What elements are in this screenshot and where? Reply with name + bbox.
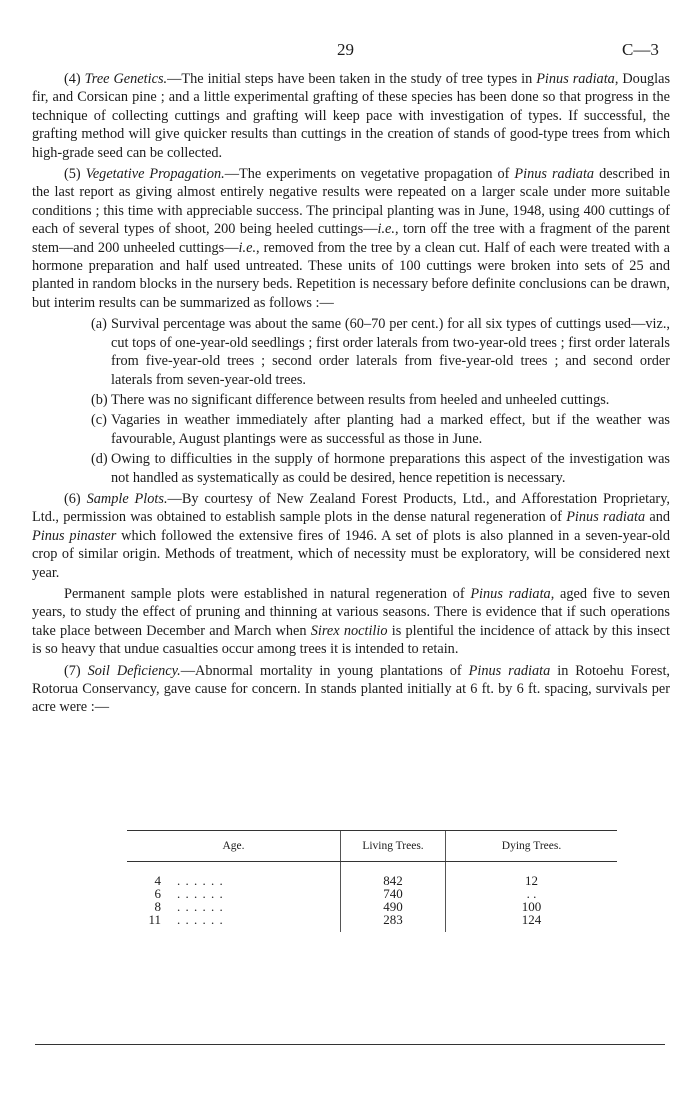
- page-header: [0, 40, 700, 62]
- dying-cell: 124: [446, 913, 618, 932]
- list-marker: (d): [91, 451, 108, 468]
- dying-cell: 12: [446, 874, 618, 887]
- column-header-living: Living Trees.: [341, 831, 446, 862]
- column-header-dying: Dying Trees.: [446, 831, 618, 862]
- leader-dots: . . . . . .: [177, 899, 224, 914]
- species-name: Pinus radiata: [468, 662, 551, 679]
- leader-dots: . . . . . .: [177, 873, 224, 888]
- living-cell: 740: [341, 887, 446, 900]
- heading-vegetative-propagation: Vegetative Propagation.: [85, 166, 225, 183]
- page-body: [32, 70, 670, 717]
- living-cell: 842: [341, 874, 446, 887]
- species-name: Sirex noctilio: [310, 622, 388, 639]
- list-item: (b) There was no significant difference between results from heeled and unheeled cuttings.: [91, 391, 610, 408]
- list-marker: (c): [91, 412, 107, 429]
- heading-sample-plots: Sample Plots.: [86, 490, 168, 507]
- paragraph-tree-genetics: (4) Tree Genetics.—The initial steps have been taken in the study of tree types in Pinus radiata, Douglas fir, and Corsican pine ; and a little experimental grafting of these species has been done so that progress in the technique of collecting cuttings and grafting will keep pace with investigation of types. If successful, the grafting method will give quicker results than cuttings in the creation of stands of good-type trees from which high-grade seed can be collected.: [32, 71, 671, 161]
- heading-tree-genetics: Tree Genetics.: [84, 71, 168, 87]
- list-marker: (a): [91, 316, 107, 333]
- paragraph-soil-deficiency: (7) Soil Deficiency.—Abnormal mortality in young plantations of Pinus radiata in Rotoehu Forest, Rotorua Conservancy, gave cause for concern. In stands planted initially at 6 ft. by 6 ft. spacing, survivals per acre were :—: [32, 662, 671, 716]
- survival-table: [127, 830, 617, 932]
- heading-number: (6): [64, 490, 87, 507]
- list-marker: (b): [91, 391, 108, 408]
- paragraph-sample-plots: (6) Sample Plots.—By courtesy of New Zealand Forest Products, Ltd., and Afforestation Proprietary, Ltd., permission was obtained to establish sample plots in the dense natural regeneration of Pinus radiata and Pinus pinaster which followed the extensive fires of 1946. A set of plots is also planned in a seven-year-old crop of similar origin. Methods of treatment, which of necessity must be exploratory, will be considered next year.: [32, 490, 671, 581]
- species-name: Pinus radiata: [470, 585, 551, 602]
- dying-cell: 100: [446, 900, 618, 913]
- living-cell: 283: [341, 913, 446, 932]
- species-name: Pinus radiata: [566, 509, 646, 526]
- heading-number: (5): [64, 166, 86, 183]
- leader-dots: . . . . . .: [177, 912, 224, 927]
- dying-cell: . .: [446, 887, 618, 900]
- list-item: (a) Survival percentage was about the same (60–70 per cent.) for all six types of cuttings used—viz., cut tops of one-year-old seedlings ; first order laterals from two-year-old trees ; first order laterals from five-year-old trees ; second order laterals from five-year-old trees ; and second order laterals from seven-year-old trees.: [91, 316, 670, 388]
- age-cell: 6: [154, 886, 161, 901]
- species-name: Pinus radiata: [514, 166, 595, 183]
- heading-soil-deficiency: Soil Deficiency.: [87, 662, 181, 679]
- results-list: [32, 315, 670, 487]
- age-cell: 8: [154, 899, 161, 914]
- page-number: 29: [337, 40, 354, 59]
- list-item: (d) Owing to difficulties in the supply of hormone preparations this aspect of the investigation was not handled as systematically as could be desired, hence repetition is necessary.: [91, 451, 670, 486]
- age-cell: 4: [154, 873, 161, 888]
- table-row: [127, 913, 617, 932]
- species-name: Pinus pinaster: [32, 527, 117, 544]
- heading-number: (4): [64, 71, 85, 87]
- leader-dots: . . . . . .: [177, 886, 224, 901]
- section-reference: C—3: [622, 40, 659, 59]
- list-item: (c) Vagaries in weather immediately after planting had a marked effect, but if the weather was favourable, August plantings were as successful as those in June.: [91, 412, 670, 447]
- heading-number: (7): [64, 662, 88, 679]
- bottom-divider: [35, 1044, 665, 1045]
- column-header-age: Age.: [127, 831, 341, 862]
- paragraph-vegetative-propagation: (5) Vegetative Propagation.—The experiments on vegetative propagation of Pinus radiata described in the last report as giving almost entirely negative results were repeated on a larger scale under more suitable conditions ; this time with appreciable success. The principal planting was in June, 1948, using 400 cuttings of each of several types of shoot, 200 being heeled cuttings—i.e., torn off the tree with a fragment of the parent stem—and 200 unheeled cuttings—i.e., removed from the tree by a clean cut. Half of each were treated with a hormone preparation and half used untreated. These units of 100 cuttings were broken into sets of 25 and planted in random blocks in the nursery beds. Repetition is necessary before definite conclusions can be drawn, but interim results can be summarized as follows :—: [32, 166, 670, 311]
- table-header-row: [127, 831, 617, 862]
- age-cell: 11: [148, 912, 161, 927]
- living-cell: 490: [341, 900, 446, 913]
- paragraph-permanent-plots: Permanent sample plots were established in natural regeneration of Pinus radiata, aged five to seven years, to study the effect of pruning and thinning at various seasons. There is evidence that if such operations take place between December and March when Sirex noctilio is plentiful the incidence of attack by this insect is so heavy that undue casualties occur among trees it is intended to retain.: [32, 585, 671, 658]
- species-name: Pinus radiata: [536, 71, 615, 87]
